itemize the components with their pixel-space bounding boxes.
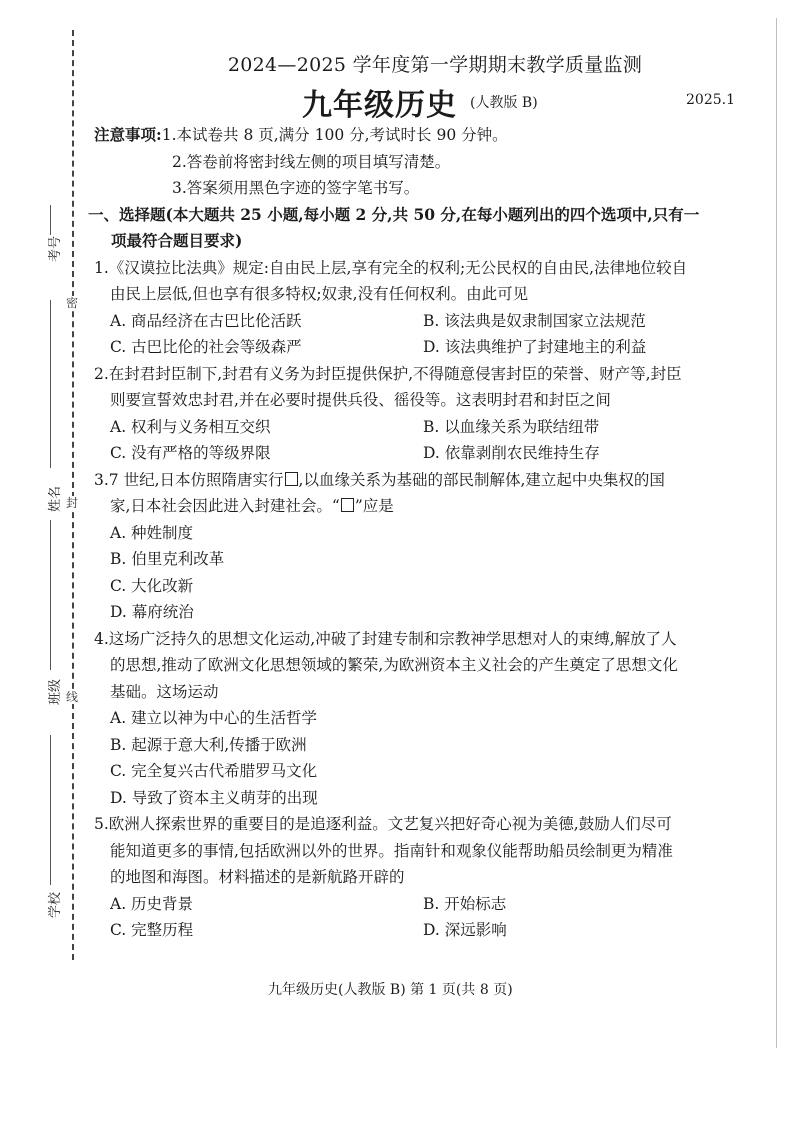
subject-edition: (人教版 B): [470, 95, 538, 111]
exam-date: 2025.1: [686, 92, 735, 108]
seal-mark-xian: 线: [65, 690, 78, 704]
question-2: [94, 361, 759, 414]
question-stem: [94, 467, 759, 494]
stem-part: 家,日本社会因此进入封建社会。“: [110, 497, 340, 515]
option[interactable]: A. 建立以神为中心的生活哲学: [110, 709, 318, 727]
notice-label: 注意事项:: [94, 125, 162, 144]
option[interactable]: C. 大化改新: [110, 576, 194, 595]
option[interactable]: C. 古巴比伦的社会等级森严: [110, 338, 302, 356]
stem-part: 3.7 世纪,日本仿照隋唐实行: [94, 470, 284, 489]
class-label: 班级: [48, 678, 63, 705]
section-heading: [88, 202, 759, 255]
question-stem: 则要宣誓效忠封君,并在必要时提供兵役、徭役等。这表明封君和封臣之间: [110, 391, 611, 409]
option[interactable]: D. 导致了资本主义萌芽的出现: [110, 788, 318, 807]
question-stem: 2.在封君封臣制下,封君有义务为封臣提供保护,不得随意侵害封臣的荣誉、财产等,封臣: [94, 364, 682, 383]
name-blank: [50, 300, 51, 468]
option[interactable]: C. 没有严格的等级界限: [110, 444, 271, 462]
exam-number-label: 考号: [48, 235, 63, 262]
options: [94, 705, 759, 811]
option[interactable]: B. 伯里克利改革: [110, 550, 225, 568]
question-stem: 由民上层低,但也享有很多特权;奴隶,没有任何权利。由此可见: [110, 285, 529, 303]
blank-box-icon: [285, 472, 298, 486]
option[interactable]: A. 商品经济在古巴比伦活跃: [110, 311, 302, 330]
question-stem: 1.《汉谟拉比法典》规定:自由民上层,享有完全的权利;无公民权的自由民,法律地位较自: [94, 258, 688, 277]
exam-number-blank: [50, 205, 51, 235]
option[interactable]: D. 依靠剥削农民维持生存: [423, 444, 600, 462]
seal-mark-mi: 密: [65, 296, 78, 310]
seal-mark-feng: 封: [65, 496, 78, 510]
option[interactable]: D. 幕府统治: [110, 603, 194, 621]
subject-title: 九年级历史: [302, 88, 457, 123]
section-heading-line: 一、选择题(本大题共 25 小题,每小题 2 分,共 50 分,在每小题列出的四个选项中,只有一: [88, 204, 700, 224]
question-stem: 的地图和海图。材料描述的是新航路开辟的: [110, 868, 405, 886]
question-stem: 基础。这场运动: [110, 682, 219, 701]
blank-box-icon: [341, 498, 354, 512]
options: [94, 891, 759, 944]
exam-body: [88, 122, 759, 944]
notice: [94, 122, 759, 149]
options: [94, 520, 759, 626]
option[interactable]: A. 种姓制度: [110, 523, 194, 542]
school-label: 学校: [48, 891, 63, 918]
question-3: [94, 467, 759, 520]
option[interactable]: B. 起源于意大利,传播于欧洲: [110, 735, 307, 754]
option[interactable]: C. 完全复兴古代希腊罗马文化: [110, 762, 318, 780]
notice-item: 1.本试卷共 8 页,满分 100 分,考试时长 90 分钟。: [161, 126, 508, 144]
section-heading-line: 项最符合题目要求): [111, 231, 243, 250]
option[interactable]: D. 该法典维护了封建地主的利益: [423, 338, 647, 356]
option[interactable]: A. 历史背景: [110, 894, 194, 913]
page-footer: 九年级历史(人教版 B) 第 1 页(共 8 页): [268, 982, 513, 998]
stem-part: ,以血缘关系为基础的部民制解体,建立起中央集权的国: [298, 470, 665, 489]
option[interactable]: B. 该法典是奴隶制国家立法规范: [423, 311, 646, 330]
question-stem: [94, 493, 759, 520]
stem-part: ”应是: [354, 497, 394, 515]
question-stem: 能知道更多的事情,包括欧洲以外的世界。指南针和观象仪能帮助船员绘制更为精准: [110, 841, 673, 860]
seal-dashed-line: [72, 30, 74, 960]
option[interactable]: B. 开始标志: [423, 894, 507, 913]
question-stem: 5.欧洲人探索世界的重要目的是追逐利益。文艺复兴把好奇心视为美德,鼓励人们尽可: [94, 815, 672, 833]
notice-item: 3.答案须用黑色字迹的签字笔书写。: [172, 179, 420, 197]
question-4: [94, 626, 759, 706]
option[interactable]: D. 深远影响: [423, 921, 507, 939]
name-label: 姓名: [48, 485, 63, 512]
option[interactable]: B. 以血缘关系为联结纽带: [423, 417, 600, 436]
question-1: [94, 255, 759, 308]
class-blank: [50, 520, 51, 670]
school-blank: [50, 735, 51, 885]
question-stem: 的思想,推动了欧洲文化思想领域的繁荣,为欧洲资本主义社会的产生奠定了思想文化: [110, 656, 678, 674]
option[interactable]: A. 权利与义务相互交织: [110, 417, 271, 436]
page-edge: [776, 18, 777, 1048]
options: [94, 414, 759, 467]
question-stem: 4.这场广泛持久的思想文化运动,冲破了封建专制和宗教神学思想对人的束缚,解放了人: [94, 629, 677, 648]
question-5: [94, 811, 759, 891]
notice-item: 2.答卷前将密封线左侧的项目填写清楚。: [172, 152, 451, 171]
option[interactable]: C. 完整历程: [110, 921, 194, 939]
exam-title: 2024—2025 学年度第一学期期末教学质量监测: [227, 54, 643, 76]
options: [94, 308, 759, 361]
